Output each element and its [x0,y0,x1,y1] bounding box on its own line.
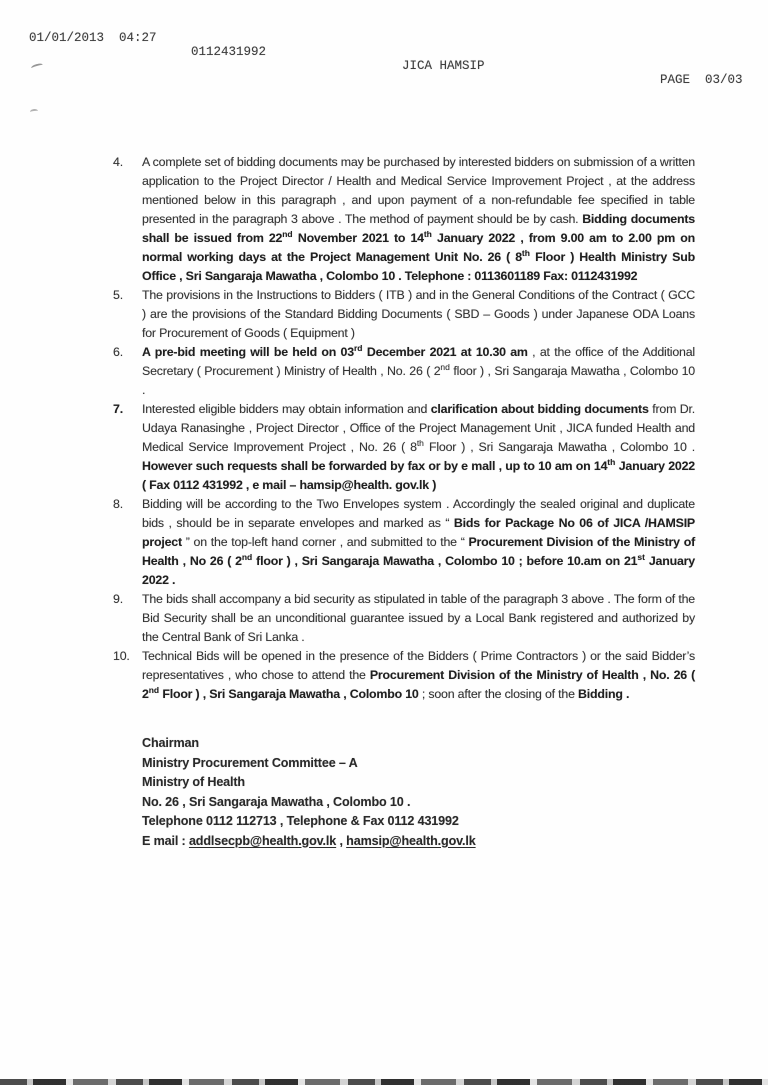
text-run: November 2021 to 14 [292,231,424,245]
text-run: from Dr. Udaya Ranasinghe , Project Director , Office of the Project Management Unit , JICA funded Health and Medical Service Improvement Project , No. 26 ( 8 [142,402,695,454]
text-run: Bidding will be according to the Two Envelopes system . Accordingly the sealed original and duplicate bids , should be in separate envelopes and marked as “ [142,497,695,530]
item-text [142,495,695,590]
text-run: floor ) , Sri Sangaraja Mawatha , Colombo 10 . [142,364,695,397]
signature-line: Ministry Procurement Committee – A [142,755,358,770]
list-item [113,286,695,343]
signature-email-line [142,832,695,852]
text-run: Bidding . [578,687,630,701]
text-run: Procurement Division of the Ministry of Health , No 26 ( 2 [142,535,695,568]
signature-line: Chairman [142,736,199,750]
text-run: However such requests shall be forwarded by fax or by e mall , up to 10 am on 14 [142,459,608,473]
scan-edge-artifact [0,1079,768,1085]
list-item [113,343,695,400]
superscript-run: nd [148,685,160,695]
text-run: Interested eligible bidders may obtain information and [142,402,431,416]
list-item [113,153,695,286]
text-run: Procurement Division of the Ministry of Health , No. 26 ( 2 [142,668,696,701]
list-item [113,647,695,704]
item-number: 7. [113,402,123,416]
superscript-run: rd [353,343,363,353]
signature-block [142,734,695,851]
text-run: Floor ) , Sri Sangaraja Mawatha , Colombo 10 [159,687,419,701]
text-run: The bids shall accompany a bid security as stipulated in table of the paragraph 3 above . The form of the Bid Security shall be an unconditional guarantee issued by a Local Bank registered and authorized by the Central Bank of Sri Lanka . [142,592,695,644]
text-run: floor ) , Sri Sangaraja Mawatha , Colombo 10 ; before 10.am on 21 [252,554,638,568]
text-run: Technical Bids will be opened in the presence of the Bidders ( Prime Contractors ) or the said Bidder’s representatives , who chose to attend the [142,649,695,682]
item-text [142,590,695,647]
item-number: 6. [113,345,123,359]
text-run: Floor ) Health Ministry Sub Office , Sri Sangaraja Mawatha , Colombo 10 . Telephone : 0113601189 Fax: 0112431992 [142,250,695,283]
email-link: addlsecpb@health.gov.lk [188,833,337,848]
fax-sender-name: JICA HAMSIP [402,59,485,73]
text-run: January 2022 ( Fax 0112 431992 , e mail – hamsip@health. gov.lk ) [142,459,695,492]
signature-line: No. 26 , Sri Sangaraja Mawatha , Colombo 10 . [142,794,411,809]
scan-smudge-artifact [31,62,44,70]
fax-page-count: PAGE 03/03 [660,73,743,87]
email-separator: , [336,833,347,848]
signature-line: Ministry of Health [142,775,245,789]
list-item [113,400,695,495]
text-run: ” on the top-left hand corner , and submitted to the “ [185,535,469,549]
item-text [142,153,695,286]
text-run: The provisions in the Instructions to Bidders ( ITB ) and in the General Conditions of the Contract ( GCC ) are the provisions of the Standard Bidding Documents ( SBD – Goods ) under Japanese ODA Loans for Procurement of Goods ( Equipment ) [142,288,695,340]
document-body [113,153,695,851]
text-run: Bids for Package No 06 of JICA /HAMSIP project [142,516,696,549]
fax-datetime: 01/01/2013 04:27 [29,31,157,45]
text-run: A pre-bid meeting will be held on 03 [142,345,354,359]
text-run: , at the office of the Additional Secretary ( Procurement ) Ministry of Health , No. 26 ( 2 [142,345,695,378]
item-text [142,647,695,704]
item-number: 10. [113,649,130,663]
email-label: E mail : [142,833,189,848]
item-text [142,343,695,400]
text-run: December 2021 at 10.30 am [362,345,528,359]
scan-smudge-artifact [30,108,39,114]
signature-line: Telephone 0112 112713 , Telephone & Fax 0112 431992 [142,814,459,828]
text-run: January 2022 , from 9.00 am to 2.00 pm on normal working days at the Project Management Unit No. 26 ( 8 [142,231,695,264]
text-run: clarification about bidding documents [430,402,649,416]
text-run: Floor ) , Sri Sangaraja Mawatha , Colombo 10 . [423,440,695,454]
superscript-run: th [423,229,432,239]
superscript-run: th [521,248,530,258]
item-number: 4. [113,155,123,169]
text-run: A complete set of bidding documents may be purchased by interested bidders on submission of a written application to the Project Director / Health and Medical Service Improvement Project , at the address mentioned below in this paragraph , and upon payment of a non-refundable fee specified in table presented in the paragraph 3 above . The method of payment should be by cash. [142,155,695,226]
superscript-run: th [607,457,616,467]
superscript-run: nd [440,362,450,372]
email-link: hamsip@health.gov.lk [346,833,476,848]
superscript-run: st [637,552,645,562]
fax-sender-number: 0112431992 [191,45,267,59]
list-item [113,495,695,590]
text-run: Bidding documents shall be issued from 22 [142,212,695,245]
text-run: January 2022 . [142,554,695,587]
item-number: 5. [113,288,123,302]
superscript-run: nd [241,552,253,562]
item-number: 8. [113,497,123,511]
superscript-run: th [416,438,424,448]
item-number: 9. [113,592,123,606]
fax-transmission-header [0,17,768,87]
numbered-list [113,153,695,704]
text-run: ; soon after the closing of the [418,687,579,701]
superscript-run: nd [282,229,293,239]
list-item [113,590,695,647]
item-text [142,286,695,343]
item-text [142,400,695,495]
